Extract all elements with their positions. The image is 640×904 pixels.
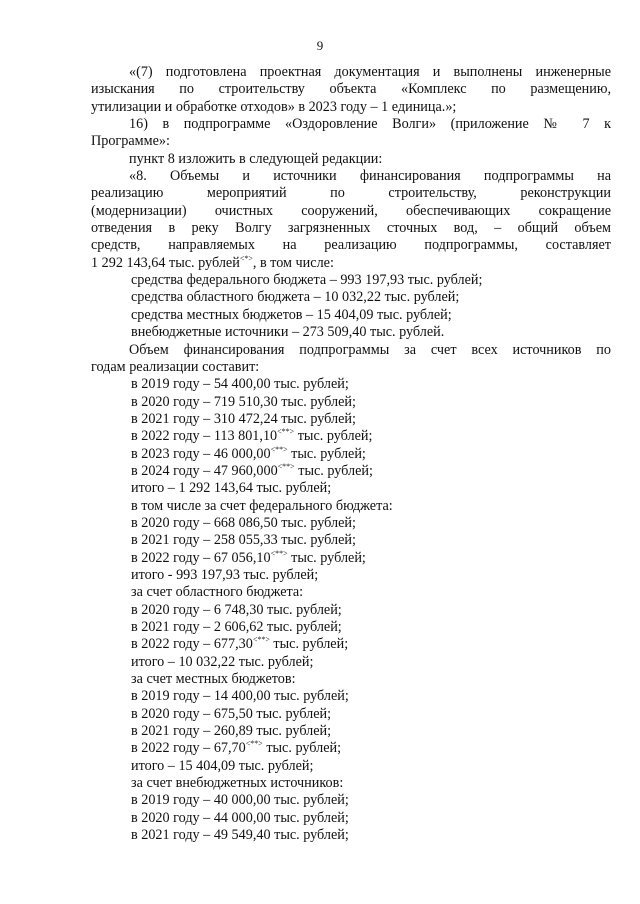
line-text: в 2022 году – 113 801,10	[131, 428, 278, 445]
page-number: 9	[316, 38, 324, 53]
text-line	[91, 81, 611, 98]
line-text: отведения в реку Волгу загрязненных сточных вод, – общий объем	[91, 220, 611, 237]
text-line	[91, 289, 611, 306]
footnote-mark: <*>	[239, 253, 253, 263]
text-line	[91, 133, 611, 150]
line-text: реализацию мероприятий по строительству, реконструкции	[91, 185, 611, 202]
text-line	[91, 723, 611, 740]
line-text: в 2023 году – 46 000,00	[131, 445, 271, 462]
line-text: в 2022 году – 67 056,10	[131, 549, 271, 566]
text-line	[91, 567, 611, 584]
text-line	[91, 376, 611, 393]
text-line	[91, 550, 611, 567]
line-text: в 2021 году – 260,89 тыс. рублей;	[131, 723, 332, 740]
document-body	[91, 64, 611, 844]
text-line	[91, 203, 611, 220]
text-line	[91, 255, 611, 272]
line-text: в том числе за счет федерального бюджета:	[131, 497, 393, 514]
line-text: за счет внебюджетных источников:	[131, 775, 344, 792]
line-text: средства местных бюджетов – 15 404,09 тыс. рублей;	[131, 306, 452, 323]
line-text: «(7) подготовлена проектная документация и выполнены инженерные	[129, 64, 611, 80]
text-line	[91, 116, 611, 133]
line-text: годам реализации составит:	[91, 358, 260, 375]
line-text: в 2024 году – 47 960,000	[131, 462, 278, 479]
text-line	[91, 220, 611, 237]
line-text: внебюджетные источники – 273 509,40 тыс. рублей.	[131, 324, 445, 341]
text-line	[91, 775, 611, 792]
text-line	[91, 185, 611, 202]
footnote-mark: <**>	[277, 461, 295, 471]
line-text: в 2021 году – 2 606,62 тыс. рублей;	[131, 619, 342, 635]
line-text: изыскания по строительству объекта «Комплекс по размещению,	[91, 81, 611, 98]
text-line	[91, 498, 611, 515]
text-line	[91, 151, 611, 168]
text-line	[91, 619, 611, 636]
line-text: в 2022 году – 677,30	[131, 636, 253, 653]
line-text: Объем финансирования подпрограммы за счет всех источников по	[129, 341, 611, 358]
text-line	[91, 654, 611, 671]
line-text: 16) в подпрограмме «Оздоровление Волги» (приложение № 7 к	[129, 116, 611, 133]
line-text-tail: тыс. рублей;	[269, 636, 349, 653]
line-text-tail: тыс. рублей;	[287, 549, 366, 566]
line-text: Программе»:	[91, 133, 170, 150]
line-text: в 2022 году – 67,70	[131, 740, 246, 757]
text-line	[91, 671, 611, 688]
line-text: итого - 993 197,93 тыс. рублей;	[131, 566, 319, 583]
text-line	[91, 463, 611, 480]
line-text: в 2020 году – 668 086,50 тыс. рублей;	[131, 514, 356, 531]
text-line	[91, 64, 611, 81]
text-line	[91, 515, 611, 532]
line-text-tail: тыс. рублей;	[294, 428, 373, 445]
text-line	[91, 480, 611, 497]
text-line	[91, 792, 611, 809]
line-text: в 2021 году – 310 472,24 тыс. рублей;	[131, 410, 356, 427]
text-line	[91, 237, 611, 254]
footnote-mark: <**>	[270, 548, 288, 558]
text-line	[91, 688, 611, 705]
line-text-tail: тыс. рублей;	[262, 740, 342, 757]
line-text: в 2019 году – 54 400,00 тыс. рублей;	[131, 376, 349, 393]
text-line	[91, 324, 611, 341]
line-text-tail: , в том числе:	[252, 254, 334, 271]
text-line	[91, 602, 611, 619]
text-line	[91, 272, 611, 289]
line-text: средств, направляемых на реализацию подпрограммы, составляет	[91, 237, 611, 254]
text-line	[91, 342, 611, 359]
footnote-mark: <**>	[277, 427, 295, 437]
line-text: в 2021 году – 49 549,40 тыс. рублей;	[131, 827, 349, 844]
text-line	[91, 532, 611, 549]
text-line	[91, 446, 611, 463]
line-text: средства федерального бюджета – 993 197,93 тыс. рублей;	[131, 272, 483, 289]
text-line	[91, 636, 611, 653]
text-line	[91, 411, 611, 428]
line-text: в 2021 году – 258 055,33 тыс. рублей;	[131, 532, 356, 549]
footnote-mark: <**>	[270, 444, 288, 454]
line-text: средства областного бюджета – 10 032,22 тыс. рублей;	[131, 289, 460, 306]
line-text: (модернизации) очистных сооружений, обеспечивающих сокращение	[91, 202, 611, 219]
line-text: 1 292 143,64 тыс. рублей	[91, 254, 240, 271]
line-text: в 2020 году – 6 748,30 тыс. рублей;	[131, 601, 342, 618]
line-text: итого – 1 292 143,64 тыс. рублей;	[131, 480, 332, 497]
text-line	[91, 394, 611, 411]
text-line	[91, 359, 611, 376]
footnote-mark: <**>	[252, 635, 270, 645]
text-line	[91, 168, 611, 185]
text-line	[91, 307, 611, 324]
line-text: утилизации и обработке отходов» в 2023 году – 1 единица.»;	[91, 98, 457, 115]
text-line	[91, 428, 611, 445]
line-text: в 2019 году – 40 000,00 тыс. рублей;	[131, 792, 349, 809]
line-text: пункт 8 изложить в следующей редакции:	[129, 150, 383, 167]
text-line	[91, 810, 611, 827]
text-line	[91, 584, 611, 601]
line-text: в 2020 году – 719 510,30 тыс. рублей;	[131, 393, 356, 410]
text-line	[91, 706, 611, 723]
line-text: за счет местных бюджетов:	[131, 671, 296, 688]
line-text-tail: тыс. рублей;	[287, 445, 366, 462]
line-text: за счет областного бюджета:	[131, 584, 304, 601]
footnote-mark: <**>	[245, 739, 263, 749]
line-text-tail: тыс. рублей;	[294, 462, 373, 479]
text-line	[91, 740, 611, 757]
line-text: «8. Объемы и источники финансирования подпрограммы на	[129, 168, 611, 185]
text-line	[91, 758, 611, 775]
line-text: итого – 10 032,22 тыс. рублей;	[131, 653, 314, 670]
line-text: в 2020 году – 44 000,00 тыс. рублей;	[131, 809, 349, 826]
line-text: в 2020 году – 675,50 тыс. рублей;	[131, 705, 332, 722]
line-text: итого – 15 404,09 тыс. рублей;	[131, 757, 314, 774]
text-line	[91, 99, 611, 116]
line-text: в 2019 году – 14 400,00 тыс. рублей;	[131, 688, 349, 705]
text-line	[91, 827, 611, 844]
